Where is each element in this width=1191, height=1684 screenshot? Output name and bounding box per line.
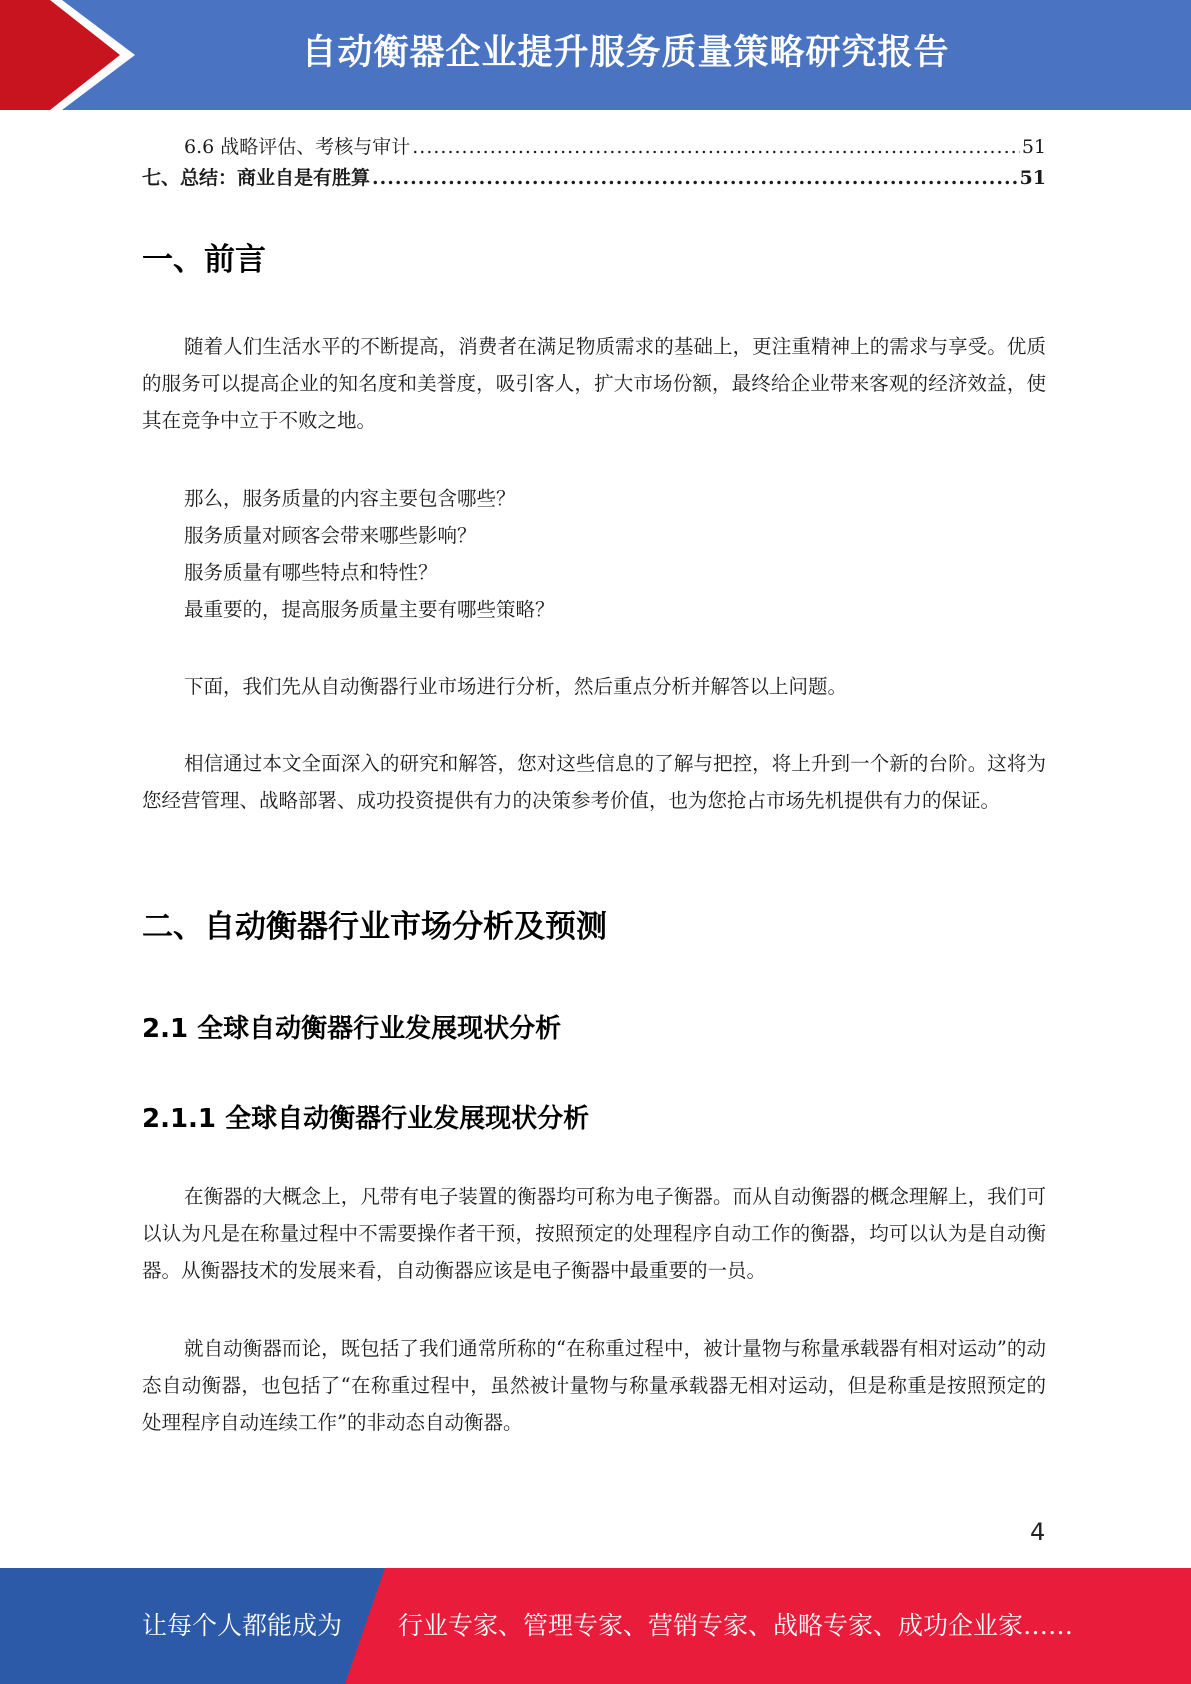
toc-entry[interactable] <box>142 132 1046 159</box>
chevron-arrow-icon <box>0 0 160 110</box>
subsection-heading: 2.1 全球自动衡器行业发展现状分析 <box>142 1014 562 1044</box>
footer-slogan-right: 行业专家、管理专家、营销专家、战略专家、成功企业家…… <box>398 1611 1074 1640</box>
toc-leader-dots <box>412 136 1020 158</box>
paragraph: 在衡器的大概念上，凡带有电子装置的衡器均可称为电子衡器。而从自动衡器的概念理解上，我们可以认为凡是在称量过程中不需要操作者干预，按照预定的处理程序自动工作的衡器，均可以认为是自动衡器。从衡器技术的发展来看，自动衡器应该是电子衡器中最重要的一员。 <box>142 1185 1046 1282</box>
footer-slogan-left: 让每个人都能成为 <box>142 1611 343 1640</box>
toc-entry-label: 6.6 战略评估、考核与审计 <box>184 136 411 158</box>
toc-entry-page: 51 <box>1019 167 1046 189</box>
toc-entry-page: 51 <box>1021 136 1046 158</box>
page-number: 4 <box>1030 1518 1046 1546</box>
paragraph: 相信通过本文全面深入的研究和解答，您对这些信息的了解与把控，将上升到一个新的台阶。这将为您经营管理、战略部署、成功投资提供有力的决策参考价值，也为您抢占市场先机提供有力的保证。 <box>142 752 1046 812</box>
toc-entry-label: 七、总结：商业自是有胜算 <box>142 167 371 189</box>
subsection-heading: 2.1.1 全球自动衡器行业发展现状分析 <box>142 1104 590 1134</box>
section-heading-preface: 一、前言 <box>142 242 266 278</box>
question-line: 服务质量有哪些特点和特性？ <box>184 561 438 584</box>
toc-entry[interactable] <box>142 163 1046 190</box>
header-title: 自动衡器企业提升服务质量策略研究报告 <box>301 33 950 73</box>
paragraph: 下面，我们先从自动衡器行业市场进行分析，然后重点分析并解答以上问题。 <box>184 675 848 698</box>
toc-leader-dots <box>372 167 1018 189</box>
question-line: 最重要的，提高服务质量主要有哪些策略？ <box>184 598 555 621</box>
page-header <box>0 0 1191 110</box>
question-line: 那么，服务质量的内容主要包含哪些？ <box>184 487 516 510</box>
section-heading-market: 二、自动衡器行业市场分析及预测 <box>142 909 607 945</box>
question-line: 服务质量对顾客会带来哪些影响？ <box>184 524 477 547</box>
paragraph: 随着人们生活水平的不断提高，消费者在满足物质需求的基础上，更注重精神上的需求与享受。优质的服务可以提高企业的知名度和美誉度，吸引客人，扩大市场份额，最终给企业带来客观的经济效益，使其在竞争中立于不败之地。 <box>142 335 1046 432</box>
page-footer <box>0 1568 1191 1684</box>
paragraph: 就自动衡器而论，既包括了我们通常所称的“在称重过程中，被计量物与称量承载器有相对运动”的动态自动衡器，也包括了“在称重过程中，虽然被计量物与称量承载器无相对运动，但是称重是按照预定的处理程序自动连续工作”的非动态自动衡器。 <box>142 1337 1046 1434</box>
